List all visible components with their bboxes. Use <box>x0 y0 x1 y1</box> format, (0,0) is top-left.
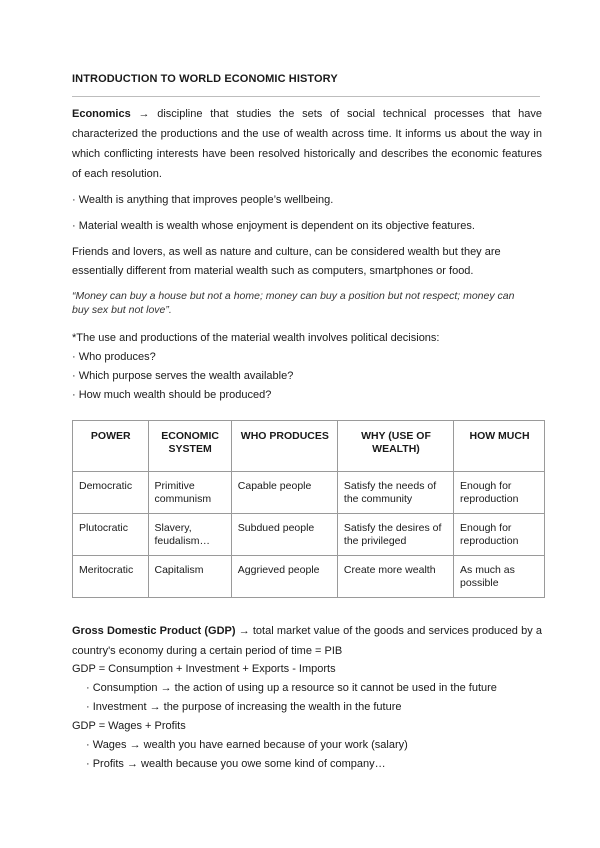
gdp-text: → total market value of the goods and services produced by a country's economy during a certain period of time = PIB <box>72 625 542 657</box>
table-cell: Create more wealth <box>337 556 453 598</box>
table-cell: Capable people <box>231 472 337 514</box>
question-who-produces: · Who produces? <box>72 351 156 363</box>
table-cell: Enough for reproduction <box>454 472 545 514</box>
money-quote: “Money can buy a house but not a home; money can buy a position but not respect; money can buy sex but not love”. <box>72 290 515 316</box>
table-cell: Plutocratic <box>73 514 149 556</box>
title-divider <box>72 96 540 97</box>
table-row <box>73 556 545 598</box>
economics-definition <box>72 104 542 184</box>
question-how-much: · How much wealth should be produced? <box>72 389 272 401</box>
table-cell: Slavery, feudalism… <box>148 514 231 556</box>
table-cell: Aggrieved people <box>231 556 337 598</box>
table-cell: Primitive communism <box>148 472 231 514</box>
question-purpose: · Which purpose serves the wealth available? <box>72 370 294 382</box>
header-economic-system: ECONOMIC SYSTEM <box>148 421 231 472</box>
consumption-bullet: · Consumption → the action of using up a resource so it cannot be used in the future <box>86 682 497 694</box>
profits-bullet: · Profits → wealth because you owe some kind of company… <box>86 758 386 770</box>
wealth-bullet: · Wealth is anything that improves people’s wellbeing. <box>72 194 334 206</box>
header-who-produces: WHO PRODUCES <box>231 421 337 472</box>
material-wealth-bullet: · Material wealth is wealth whose enjoyment is dependent on its objective features. <box>72 220 475 232</box>
header-power: POWER <box>73 421 149 472</box>
table-cell: As much as possible <box>454 556 545 598</box>
gdp-formula-expenditure: GDP = Consumption + Investment + Exports - Imports <box>72 663 336 675</box>
table-row <box>73 472 545 514</box>
economics-term: Economics <box>72 108 131 120</box>
gdp-term: Gross Domestic Product (GDP) <box>72 625 236 637</box>
political-intro: *The use and productions of the material wealth involves political decisions: <box>72 332 440 344</box>
table-cell: Democratic <box>73 472 149 514</box>
economics-text: → discipline that studies the sets of social technical processes that have characterized the productions and the use of wealth across time. It informs us about the way in which conflicting interests have been resolved historically and describes the economic features of each resolution. <box>72 108 542 180</box>
wages-bullet: · Wages → wealth you have earned because of your work (salary) <box>86 739 408 751</box>
header-why: WHY (USE OF WEALTH) <box>337 421 453 472</box>
gdp-formula-income: GDP = Wages + Profits <box>72 720 186 732</box>
header-how-much: HOW MUCH <box>454 421 545 472</box>
economic-systems-table <box>72 420 545 598</box>
table-header-row <box>73 421 545 472</box>
friends-paragraph: Friends and lovers, as well as nature and culture, can be considered wealth but they are essentially different from material wealth such as computers, smartphones or food. <box>72 246 501 277</box>
table-row <box>73 514 545 556</box>
page-title: INTRODUCTION TO WORLD ECONOMIC HISTORY <box>72 73 338 85</box>
table-cell: Enough for reproduction <box>454 514 545 556</box>
table-cell: Meritocratic <box>73 556 149 598</box>
investment-bullet: · Investment → the purpose of increasing the wealth in the future <box>86 701 402 713</box>
table-cell: Satisfy the desires of the privileged <box>337 514 453 556</box>
gdp-definition <box>72 621 542 661</box>
table-cell: Satisfy the needs of the community <box>337 472 453 514</box>
table-cell: Capitalism <box>148 556 231 598</box>
table-cell: Subdued people <box>231 514 337 556</box>
